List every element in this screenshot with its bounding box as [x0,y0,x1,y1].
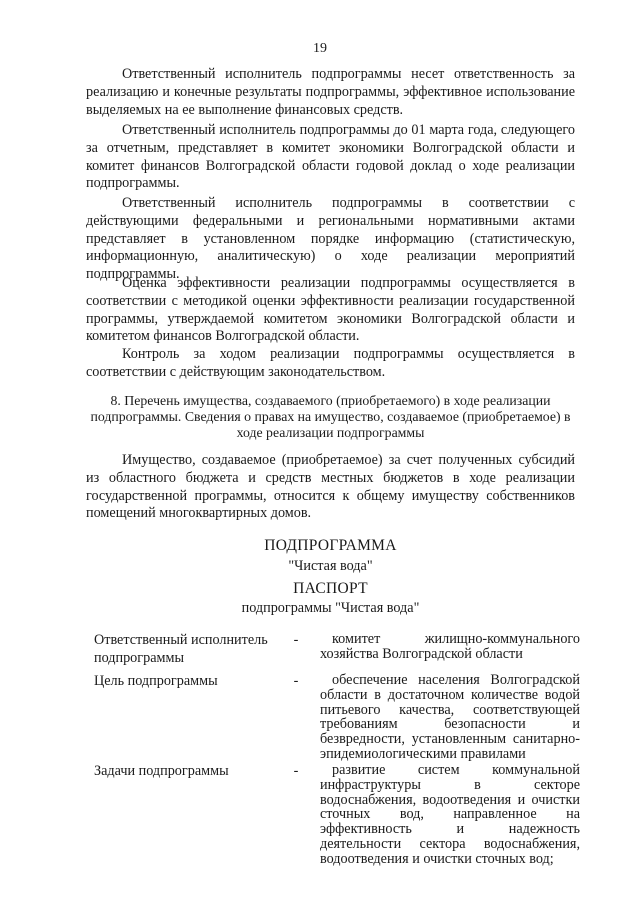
passport-value: комитет жилищно-коммунального хозяйства Волгоградской области [320,631,580,662]
page-number: 19 [313,41,327,56]
passport-title: ПАСПОРТ [293,580,368,597]
passport-value: обеспечение населения Волгоградской области в достаточном количестве водой питьевого качества, соответствующей требованиям безопасности и безвредности, установленным санитарно-эпидемиологическими правилами [320,672,580,762]
passport-dash: - [293,763,299,779]
passport-subtitle: подпрограммы "Чистая вода" [241,600,420,616]
paragraph-efficiency: Оценка эффективности реализации подпрограммы осуществляется в соответствии с методикой оценки эффективности реализации государственной программы, утверждаемой комитетом экономики Волгоградской области и комитетом финансов Волгоградской области. [86,275,575,345]
paragraph-control: Контроль за ходом реализации подпрограммы осуществляется в соответствии с действующим законодательством. [86,346,575,380]
section-8-heading: 8. Перечень имущества, создаваемого (приобретаемого) в ходе реализации подпрограммы. Сведения о правах на имущество, создаваемое (приобретаемое) в ходе реализации подпрограммы [90,393,571,440]
passport-label: Задачи подпрограммы [94,763,229,779]
paragraph-annual-report: Ответственный исполнитель подпрограммы до 01 марта года, следующего за отчетным, представляет в комитет экономики Волгоградской области и комитет финансов Волгоградской области годовой доклад о ходе реализации подпрограммы. [86,122,575,192]
passport-value: развитие систем коммунальной инфраструктуры в секторе водоснабжения, водоотведения и очистки сточных вод, направленное на эффективность и надежность деятельности сектора водоснабжения, водоотведения и очистки сточных вод; [320,762,580,867]
passport-label: Ответственный исполнитель подпрограммы [94,632,268,666]
subprogram-name: "Чистая вода" [288,558,373,574]
passport-dash: - [293,632,299,648]
passport-label: Цель подпрограммы [94,673,218,689]
paragraph-responsibility: Ответственный исполнитель подпрограммы несет ответственность за реализацию и конечные результаты подпрограммы, эффективное использование выделяемых на ее выполнение финансовых средств. [86,66,575,118]
paragraph-property: Имущество, создаваемое (приобретаемое) за счет полученных субсидий из областного бюджета и средств местных бюджетов в ходе реализации государственной программы, относится к общему имуществу собственников помещений многоквартирных домов. [86,452,575,522]
subprogram-title: ПОДПРОГРАММА [264,537,397,554]
passport-dash: - [293,673,299,689]
paragraph-information: Ответственный исполнитель подпрограммы в соответствии с действующими федеральными и региональными нормативными актами представляет в установленном порядке информацию (статистическую, информационную, аналитическую) о ходе реализации мероприятий подпрограммы. [86,195,575,283]
